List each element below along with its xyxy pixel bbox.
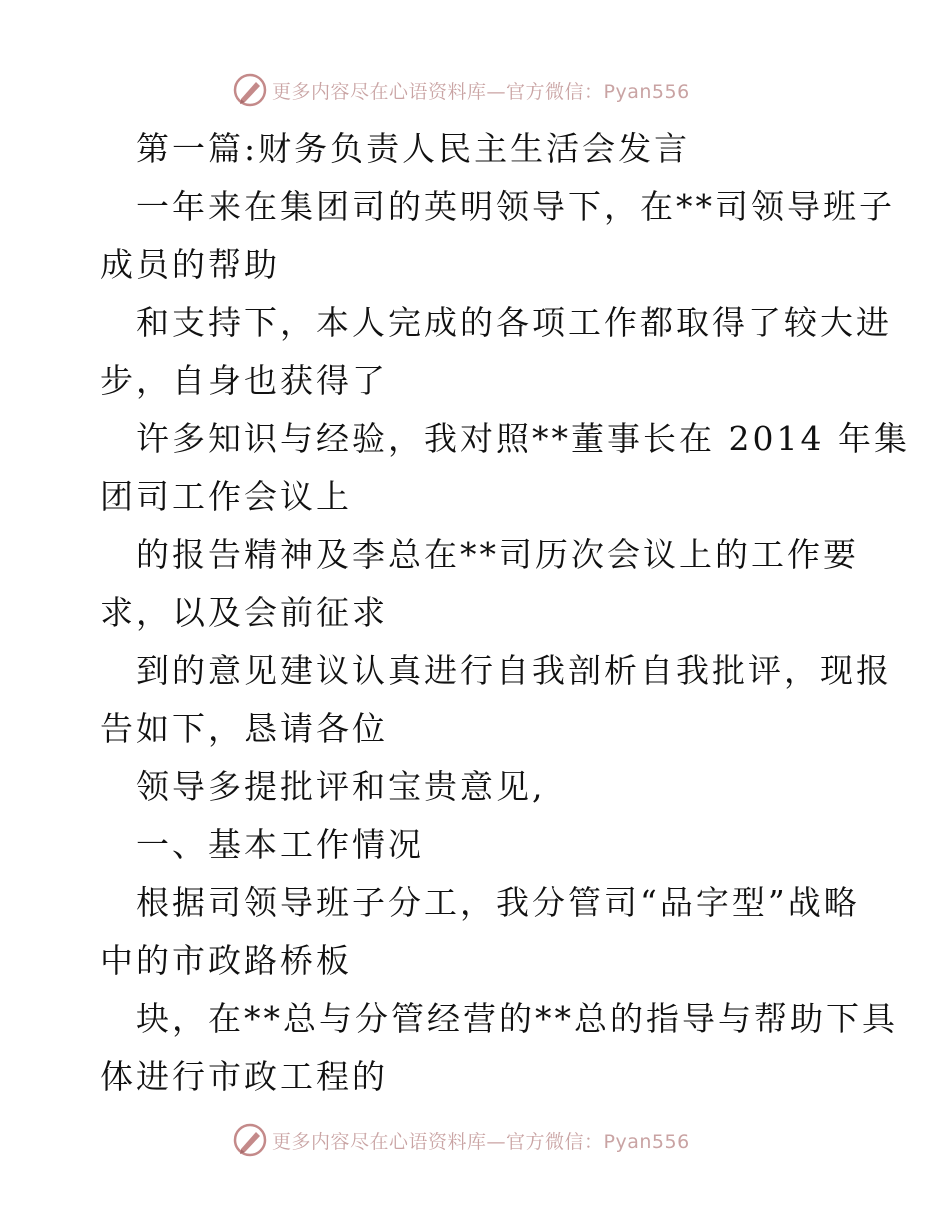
paragraph-line: 求，以及会前征求 — [100, 593, 388, 632]
paragraph-line: 和支持下，本人完成的各项工作都取得了较大进 — [136, 303, 892, 342]
paragraph-line: 成员的帮助 — [100, 245, 280, 284]
footer-watermark-banner — [232, 1120, 690, 1160]
section-heading: 一、基本工作情况 — [136, 825, 424, 864]
pen-logo-icon — [232, 1122, 268, 1158]
paragraph-line: 块，在**总与分管经营的**总的指导与帮助下具 — [136, 999, 898, 1038]
footer-banner-handle: Pyan556 — [603, 1130, 690, 1153]
paragraph-line: 的报告精神及李总在**司历次会议上的工作要 — [136, 535, 859, 574]
paragraph-line: 团司工作会议上 — [100, 477, 352, 516]
paragraph-line: 步，自身也获得了 — [100, 361, 388, 400]
paragraph-line: 一年来在集团司的英明领导下，在**司领导班子 — [136, 187, 895, 226]
header-banner-handle: Pyan556 — [603, 80, 690, 103]
paragraph-line: 中的市政路桥板 — [100, 941, 352, 980]
paragraph-line: 领导多提批评和宝贵意见, — [136, 767, 546, 806]
pen-logo-icon — [232, 72, 268, 108]
document-body — [100, 120, 910, 1106]
header-banner-text: 更多内容尽在心语资料库—官方微信： — [272, 80, 604, 103]
paragraph-line: 许多知识与经验，我对照**董事长在 2014 年集 — [136, 419, 910, 458]
paragraph-line: 体进行市政工程的 — [100, 1057, 388, 1096]
paragraph-line: 到的意见建议认真进行自我剖析自我批评，现报 — [136, 651, 892, 690]
paragraph-line: 告如下，恳请各位 — [100, 709, 388, 748]
document-title: 第一篇:财务负责人民主生活会发言 — [136, 129, 691, 168]
header-watermark-banner — [232, 70, 690, 110]
footer-banner-text: 更多内容尽在心语资料库—官方微信： — [272, 1130, 604, 1153]
paragraph-line: 根据司领导班子分工，我分管司“品字型”战略 — [136, 883, 860, 922]
